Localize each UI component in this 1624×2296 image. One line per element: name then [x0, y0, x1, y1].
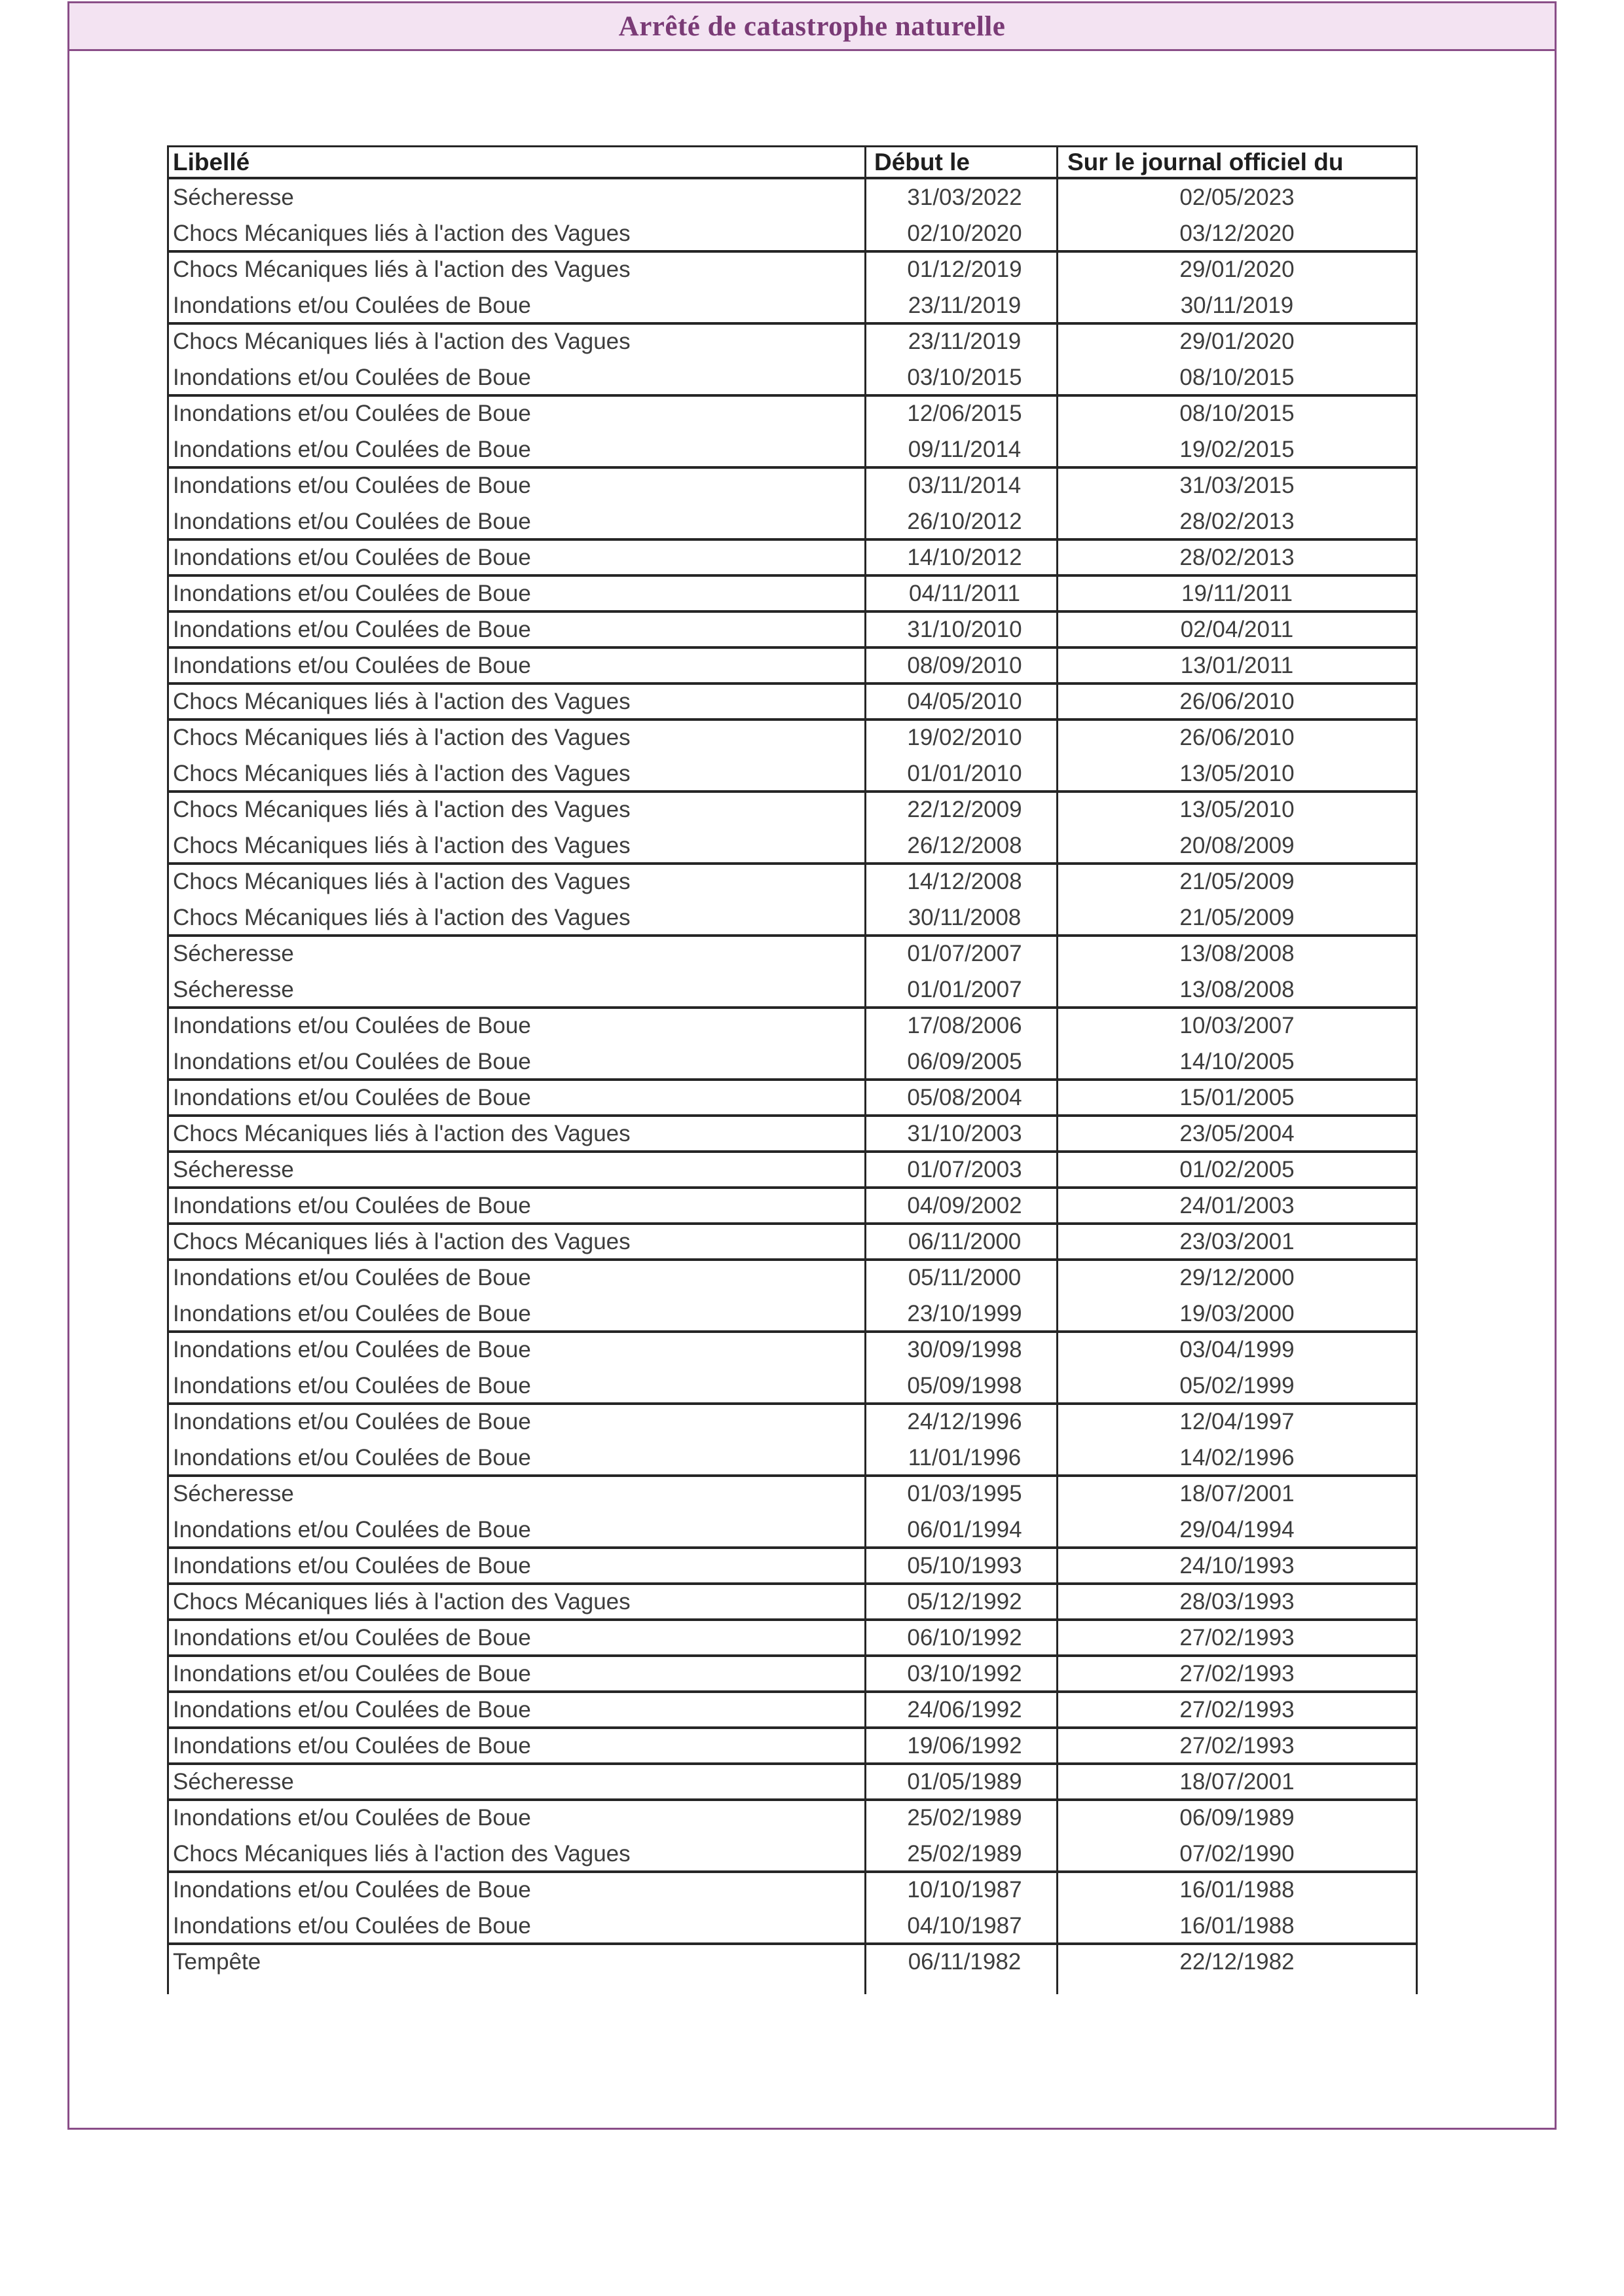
- table-row: [167, 251, 1418, 287]
- cell-debut: 25/02/1989: [864, 1836, 1056, 1872]
- cell-journal: 28/02/2013: [1056, 539, 1418, 575]
- cell-journal: 10/03/2007: [1056, 1008, 1418, 1044]
- table-bottom-rule: [167, 1980, 1418, 1994]
- table-row: [167, 1728, 1418, 1764]
- table-row: [167, 647, 1418, 683]
- table-row-group: [167, 1260, 1418, 1332]
- cell-debut: 25/02/1989: [864, 1800, 1056, 1836]
- cell-journal: 21/05/2009: [1056, 900, 1418, 936]
- cell-libelle: Inondations et/ou Coulées de Boue: [167, 1800, 864, 1836]
- cell-journal: 16/01/1988: [1056, 1908, 1418, 1944]
- cell-journal: 24/01/2003: [1056, 1188, 1418, 1224]
- cell-debut: 01/07/2007: [864, 936, 1056, 972]
- cell-libelle: Inondations et/ou Coulées de Boue: [167, 1692, 864, 1728]
- cell-journal: 28/02/2013: [1056, 503, 1418, 539]
- table-row: [167, 936, 1418, 972]
- cell-journal: 13/08/2008: [1056, 936, 1418, 972]
- table-row: [167, 1764, 1418, 1800]
- table-row-group: [167, 395, 1418, 467]
- table-row: [167, 1476, 1418, 1512]
- cell-libelle: Chocs Mécaniques liés à l'action des Vagues: [167, 215, 864, 251]
- table-row: [167, 215, 1418, 251]
- cell-libelle: Chocs Mécaniques liés à l'action des Vagues: [167, 720, 864, 756]
- cell-libelle: Chocs Mécaniques liés à l'action des Vagues: [167, 1584, 864, 1620]
- cell-libelle: Inondations et/ou Coulées de Boue: [167, 1728, 864, 1764]
- table-row-group: [167, 1620, 1418, 1656]
- cell-debut: 03/10/2015: [864, 359, 1056, 395]
- cell-debut: 01/07/2003: [864, 1152, 1056, 1188]
- table-row-group: [167, 179, 1418, 251]
- cell-debut: 04/09/2002: [864, 1188, 1056, 1224]
- cell-journal: 31/03/2015: [1056, 467, 1418, 503]
- cell-debut: 05/12/1992: [864, 1584, 1056, 1620]
- cell-debut: 01/01/2007: [864, 972, 1056, 1008]
- table-row-group: [167, 251, 1418, 323]
- cell-journal: 08/10/2015: [1056, 395, 1418, 431]
- table-row: [167, 1116, 1418, 1152]
- cell-debut: 05/09/1998: [864, 1368, 1056, 1404]
- cell-journal: 28/03/1993: [1056, 1584, 1418, 1620]
- cell-journal: 20/08/2009: [1056, 828, 1418, 864]
- cell-debut: 24/12/1996: [864, 1404, 1056, 1440]
- cell-debut: 23/11/2019: [864, 323, 1056, 359]
- table-row: [167, 1404, 1418, 1440]
- table-row-group: [167, 1476, 1418, 1548]
- cell-journal: 27/02/1993: [1056, 1728, 1418, 1764]
- cell-debut: 06/11/1982: [864, 1944, 1056, 1980]
- cell-libelle: Chocs Mécaniques liés à l'action des Vagues: [167, 683, 864, 720]
- cell-journal: 26/06/2010: [1056, 683, 1418, 720]
- cell-debut: 05/11/2000: [864, 1260, 1056, 1296]
- cell-journal: 22/12/1982: [1056, 1944, 1418, 1980]
- table-row-group: [167, 1656, 1418, 1692]
- table-row: [167, 828, 1418, 864]
- cell-journal: 14/02/1996: [1056, 1440, 1418, 1476]
- cell-libelle: Inondations et/ou Coulées de Boue: [167, 1512, 864, 1548]
- cell-libelle: Chocs Mécaniques liés à l'action des Vagues: [167, 1224, 864, 1260]
- cell-libelle: Inondations et/ou Coulées de Boue: [167, 539, 864, 575]
- cell-debut: 12/06/2015: [864, 395, 1056, 431]
- cell-libelle: Inondations et/ou Coulées de Boue: [167, 1656, 864, 1692]
- table-row-group: [167, 1548, 1418, 1584]
- table-row-group: [167, 1728, 1418, 1764]
- table-row: [167, 1044, 1418, 1080]
- cell-debut: 19/02/2010: [864, 720, 1056, 756]
- cell-libelle: Sécheresse: [167, 1764, 864, 1800]
- cell-debut: 24/06/1992: [864, 1692, 1056, 1728]
- table-row-group: [167, 575, 1418, 611]
- cell-journal: 27/02/1993: [1056, 1692, 1418, 1728]
- table-row: [167, 575, 1418, 611]
- cell-debut: 31/10/2003: [864, 1116, 1056, 1152]
- table-row: [167, 1548, 1418, 1584]
- cell-libelle: Chocs Mécaniques liés à l'action des Vagues: [167, 828, 864, 864]
- cell-libelle: Chocs Mécaniques liés à l'action des Vagues: [167, 900, 864, 936]
- cell-libelle: Chocs Mécaniques liés à l'action des Vagues: [167, 1116, 864, 1152]
- table-row-group: [167, 864, 1418, 936]
- cell-debut: 05/10/1993: [864, 1548, 1056, 1584]
- table-row-group: [167, 1152, 1418, 1188]
- cell-journal: 03/12/2020: [1056, 215, 1418, 251]
- cell-debut: 17/08/2006: [864, 1008, 1056, 1044]
- table-row: [167, 1944, 1418, 1980]
- cell-journal: 18/07/2001: [1056, 1476, 1418, 1512]
- cell-journal: 24/10/1993: [1056, 1548, 1418, 1584]
- table-row-group: [167, 1008, 1418, 1080]
- cell-libelle: Inondations et/ou Coulées de Boue: [167, 1368, 864, 1404]
- table-row-group: [167, 1944, 1418, 1980]
- cell-debut: 09/11/2014: [864, 431, 1056, 467]
- cell-debut: 04/10/1987: [864, 1908, 1056, 1944]
- cell-journal: 13/05/2010: [1056, 792, 1418, 828]
- column-header-debut: Début le: [864, 147, 1056, 177]
- table-row: [167, 1836, 1418, 1872]
- cell-libelle: Tempête: [167, 1944, 864, 1980]
- cell-debut: 05/08/2004: [864, 1080, 1056, 1116]
- cell-journal: 26/06/2010: [1056, 720, 1418, 756]
- title-bar: [69, 3, 1555, 51]
- table-row-group: [167, 1692, 1418, 1728]
- cell-libelle: Inondations et/ou Coulées de Boue: [167, 395, 864, 431]
- table-row: [167, 287, 1418, 323]
- cell-libelle: Inondations et/ou Coulées de Boue: [167, 1332, 864, 1368]
- cell-journal: 14/10/2005: [1056, 1044, 1418, 1080]
- table-row: [167, 1080, 1418, 1116]
- cell-debut: 26/12/2008: [864, 828, 1056, 864]
- cell-journal: 21/05/2009: [1056, 864, 1418, 900]
- cell-journal: 19/11/2011: [1056, 575, 1418, 611]
- table-row-group: [167, 1872, 1418, 1944]
- table-row: [167, 792, 1418, 828]
- cell-libelle: Inondations et/ou Coulées de Boue: [167, 1044, 864, 1080]
- table-row: [167, 1440, 1418, 1476]
- cell-libelle: Inondations et/ou Coulées de Boue: [167, 1908, 864, 1944]
- cell-journal: 02/05/2023: [1056, 179, 1418, 215]
- page-title: Arrêté de catastrophe naturelle: [618, 10, 1006, 42]
- cell-debut: 03/11/2014: [864, 467, 1056, 503]
- cell-journal: 05/02/1999: [1056, 1368, 1418, 1404]
- table-row: [167, 611, 1418, 647]
- cell-libelle: Chocs Mécaniques liés à l'action des Vagues: [167, 1836, 864, 1872]
- table-row: [167, 1296, 1418, 1332]
- cell-libelle: Sécheresse: [167, 1152, 864, 1188]
- table-row-group: [167, 683, 1418, 720]
- table-row: [167, 323, 1418, 359]
- cell-libelle: Inondations et/ou Coulées de Boue: [167, 575, 864, 611]
- cell-journal: 03/04/1999: [1056, 1332, 1418, 1368]
- cell-journal: 23/03/2001: [1056, 1224, 1418, 1260]
- table-header-row: [167, 147, 1418, 179]
- cell-debut: 30/11/2008: [864, 900, 1056, 936]
- table-row: [167, 431, 1418, 467]
- table-row-group: [167, 323, 1418, 395]
- cell-journal: 29/01/2020: [1056, 251, 1418, 287]
- cell-journal: 19/02/2015: [1056, 431, 1418, 467]
- cell-debut: 19/06/1992: [864, 1728, 1056, 1764]
- table-row: [167, 864, 1418, 900]
- table-row-group: [167, 1404, 1418, 1476]
- cell-debut: 14/12/2008: [864, 864, 1056, 900]
- table-row-group: [167, 1188, 1418, 1224]
- cell-journal: 30/11/2019: [1056, 287, 1418, 323]
- cell-debut: 30/09/1998: [864, 1332, 1056, 1368]
- cell-journal: 06/09/1989: [1056, 1800, 1418, 1836]
- cell-debut: 11/01/1996: [864, 1440, 1056, 1476]
- cell-libelle: Inondations et/ou Coulées de Boue: [167, 1260, 864, 1296]
- cell-journal: 12/04/1997: [1056, 1404, 1418, 1440]
- table-row: [167, 1188, 1418, 1224]
- cell-libelle: Inondations et/ou Coulées de Boue: [167, 503, 864, 539]
- cell-libelle: Chocs Mécaniques liés à l'action des Vagues: [167, 792, 864, 828]
- cell-journal: 27/02/1993: [1056, 1656, 1418, 1692]
- table-row-group: [167, 539, 1418, 575]
- table-row-group: [167, 1224, 1418, 1260]
- cell-libelle: Inondations et/ou Coulées de Boue: [167, 287, 864, 323]
- table-row: [167, 1800, 1418, 1836]
- cell-debut: 03/10/1992: [864, 1656, 1056, 1692]
- column-header-journal: Sur le journal officiel du: [1056, 147, 1418, 177]
- cell-libelle: Inondations et/ou Coulées de Boue: [167, 1080, 864, 1116]
- table-row: [167, 503, 1418, 539]
- table-row: [167, 900, 1418, 936]
- cell-libelle: Inondations et/ou Coulées de Boue: [167, 1620, 864, 1656]
- table-row: [167, 972, 1418, 1008]
- table-row: [167, 1620, 1418, 1656]
- cell-debut: 23/10/1999: [864, 1296, 1056, 1332]
- cell-journal: 15/01/2005: [1056, 1080, 1418, 1116]
- cell-libelle: Inondations et/ou Coulées de Boue: [167, 1440, 864, 1476]
- cell-journal: 18/07/2001: [1056, 1764, 1418, 1800]
- cell-debut: 31/10/2010: [864, 611, 1056, 647]
- table-row: [167, 1152, 1418, 1188]
- cell-debut: 08/09/2010: [864, 647, 1056, 683]
- table-row-group: [167, 1080, 1418, 1116]
- cell-libelle: Inondations et/ou Coulées de Boue: [167, 611, 864, 647]
- table-row: [167, 1008, 1418, 1044]
- table-row: [167, 1692, 1418, 1728]
- cell-debut: 14/10/2012: [864, 539, 1056, 575]
- cell-debut: 06/09/2005: [864, 1044, 1056, 1080]
- table-row-group: [167, 647, 1418, 683]
- table-row-group: [167, 1116, 1418, 1152]
- table-row: [167, 756, 1418, 792]
- cell-debut: 31/03/2022: [864, 179, 1056, 215]
- cell-libelle: Inondations et/ou Coulées de Boue: [167, 431, 864, 467]
- table-row: [167, 395, 1418, 431]
- cell-libelle: Inondations et/ou Coulées de Boue: [167, 647, 864, 683]
- cell-journal: 19/03/2000: [1056, 1296, 1418, 1332]
- cell-debut: 04/11/2011: [864, 575, 1056, 611]
- cell-journal: 02/04/2011: [1056, 611, 1418, 647]
- cell-libelle: Sécheresse: [167, 936, 864, 972]
- cell-journal: 23/05/2004: [1056, 1116, 1418, 1152]
- table-row: [167, 720, 1418, 756]
- cell-libelle: Inondations et/ou Coulées de Boue: [167, 1008, 864, 1044]
- cell-libelle: Sécheresse: [167, 1476, 864, 1512]
- cell-libelle: Chocs Mécaniques liés à l'action des Vagues: [167, 756, 864, 792]
- cell-debut: 23/11/2019: [864, 287, 1056, 323]
- table-row: [167, 179, 1418, 215]
- cell-journal: 07/02/1990: [1056, 1836, 1418, 1872]
- column-header-libelle: Libellé: [167, 147, 864, 177]
- cell-journal: 13/01/2011: [1056, 647, 1418, 683]
- cell-debut: 01/05/1989: [864, 1764, 1056, 1800]
- cell-journal: 08/10/2015: [1056, 359, 1418, 395]
- table-row: [167, 1872, 1418, 1908]
- cell-debut: 02/10/2020: [864, 215, 1056, 251]
- table-row-group: [167, 611, 1418, 647]
- cell-journal: 29/12/2000: [1056, 1260, 1418, 1296]
- table-row-group: [167, 1584, 1418, 1620]
- cell-debut: 01/03/1995: [864, 1476, 1056, 1512]
- cell-journal: 29/04/1994: [1056, 1512, 1418, 1548]
- cell-libelle: Inondations et/ou Coulées de Boue: [167, 359, 864, 395]
- cell-debut: 26/10/2012: [864, 503, 1056, 539]
- cell-libelle: Inondations et/ou Coulées de Boue: [167, 1188, 864, 1224]
- cell-debut: 06/10/1992: [864, 1620, 1056, 1656]
- cell-journal: 13/08/2008: [1056, 972, 1418, 1008]
- cell-libelle: Chocs Mécaniques liés à l'action des Vagues: [167, 864, 864, 900]
- cell-debut: 04/05/2010: [864, 683, 1056, 720]
- cell-libelle: Inondations et/ou Coulées de Boue: [167, 467, 864, 503]
- cell-debut: 06/11/2000: [864, 1224, 1056, 1260]
- table-row: [167, 683, 1418, 720]
- cell-debut: 01/12/2019: [864, 251, 1056, 287]
- cell-libelle: Inondations et/ou Coulées de Boue: [167, 1548, 864, 1584]
- cell-debut: 01/01/2010: [864, 756, 1056, 792]
- table-row: [167, 539, 1418, 575]
- table-row-group: [167, 1332, 1418, 1404]
- cell-journal: 29/01/2020: [1056, 323, 1418, 359]
- cell-debut: 06/01/1994: [864, 1512, 1056, 1548]
- cell-libelle: Inondations et/ou Coulées de Boue: [167, 1404, 864, 1440]
- table-body: [167, 179, 1418, 1980]
- table-row: [167, 1224, 1418, 1260]
- table-row: [167, 1512, 1418, 1548]
- cell-libelle: Inondations et/ou Coulées de Boue: [167, 1296, 864, 1332]
- cell-journal: 16/01/1988: [1056, 1872, 1418, 1908]
- table-row: [167, 1368, 1418, 1404]
- cell-journal: 13/05/2010: [1056, 756, 1418, 792]
- table-row-group: [167, 467, 1418, 539]
- table-row: [167, 1908, 1418, 1944]
- table-row: [167, 1584, 1418, 1620]
- cell-journal: 27/02/1993: [1056, 1620, 1418, 1656]
- cell-libelle: Inondations et/ou Coulées de Boue: [167, 1872, 864, 1908]
- cell-journal: 01/02/2005: [1056, 1152, 1418, 1188]
- table-row-group: [167, 792, 1418, 864]
- cell-libelle: Sécheresse: [167, 179, 864, 215]
- cell-libelle: Chocs Mécaniques liés à l'action des Vagues: [167, 251, 864, 287]
- table-row-group: [167, 1764, 1418, 1800]
- table-row-group: [167, 1800, 1418, 1872]
- cell-debut: 22/12/2009: [864, 792, 1056, 828]
- table-row-group: [167, 720, 1418, 792]
- cell-debut: 10/10/1987: [864, 1872, 1056, 1908]
- catnat-table: [167, 145, 1418, 1994]
- table-row: [167, 1260, 1418, 1296]
- table-row: [167, 467, 1418, 503]
- table-row: [167, 1656, 1418, 1692]
- table-row-group: [167, 936, 1418, 1008]
- cell-libelle: Sécheresse: [167, 972, 864, 1008]
- cell-libelle: Chocs Mécaniques liés à l'action des Vagues: [167, 323, 864, 359]
- table-row: [167, 359, 1418, 395]
- table-row: [167, 1332, 1418, 1368]
